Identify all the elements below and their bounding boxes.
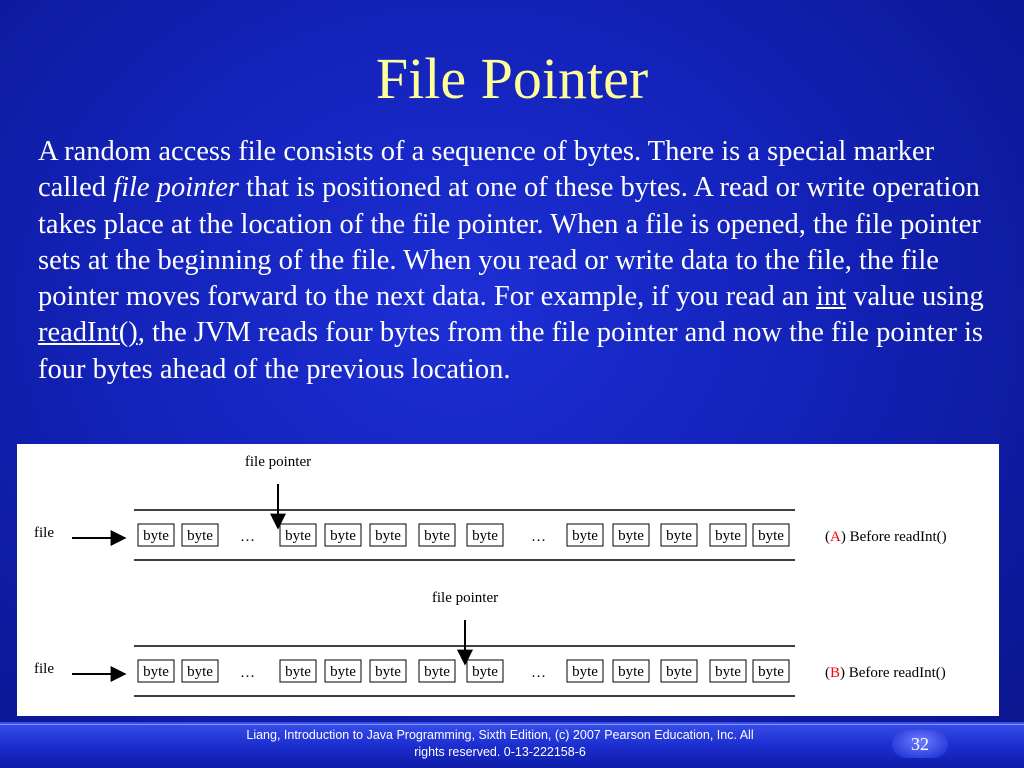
byte-label: byte — [143, 528, 169, 544]
slide-body — [38, 134, 1008, 388]
byte-label: byte — [618, 664, 644, 680]
byte-label: byte — [330, 528, 356, 544]
byte-label: byte — [666, 664, 692, 680]
diagram-caption — [825, 665, 946, 681]
file-pointer-label: file pointer — [431, 590, 499, 606]
body-text-4: , the JVM reads four bytes from the file pointer and now the file pointer is four bytes ahead of the previous location. — [38, 317, 983, 385]
file-pointer-diagram — [17, 444, 999, 716]
byte-label: byte — [143, 664, 169, 680]
byte-label: byte — [375, 528, 401, 544]
file-label: file — [34, 525, 54, 541]
page-number: 32 — [892, 730, 948, 758]
byte-label: byte — [472, 528, 498, 544]
caption-paren: ( — [825, 665, 830, 681]
body-text-3: value using — [846, 281, 984, 313]
byte-label: byte — [715, 664, 741, 680]
caption-letter: A — [830, 529, 841, 545]
body-text-1: A random access file consists of a sequence of bytes. There is a special marker called — [38, 136, 935, 204]
footer-line-1: Liang, Introduction to Java Programming, Sixth Edition, (c) 2007 Pearson Education, Inc. All — [246, 728, 754, 742]
ellipsis: … — [531, 665, 546, 681]
code-int: int — [815, 281, 847, 313]
byte-label: byte — [666, 528, 692, 544]
footer-line-2: rights reserved. 0-13-222158-6 — [414, 745, 586, 759]
byte-label: byte — [715, 528, 741, 544]
footer-divider — [0, 724, 1024, 725]
ellipsis: … — [531, 529, 546, 545]
byte-label: byte — [187, 664, 213, 680]
caption-text: ) Before readInt() — [840, 665, 946, 681]
byte-label: byte — [187, 528, 213, 544]
byte-label: byte — [330, 664, 356, 680]
caption-text: ) Before readInt() — [840, 529, 947, 545]
diagram-caption — [825, 529, 947, 545]
file-pointer-label: file pointer — [244, 454, 312, 470]
body-italic-term: file pointer — [113, 172, 240, 204]
byte-label: byte — [424, 664, 450, 680]
byte-label: byte — [618, 528, 644, 544]
byte-label: byte — [572, 664, 598, 680]
byte-label: byte — [285, 664, 311, 680]
byte-label: byte — [572, 528, 598, 544]
byte-label: byte — [758, 664, 784, 680]
caption-letter: B — [830, 665, 841, 681]
byte-label: byte — [375, 664, 401, 680]
byte-label: byte — [472, 664, 498, 680]
code-readint: readInt() — [38, 317, 138, 349]
byte-label: byte — [285, 528, 311, 544]
body-text-2: that is positioned at one of these bytes. A read or write operation takes place at the location of the file pointer. When a file is opened, the file pointer sets at the beginning of the file. When you read or write data to the file, the file pointer moves forward to the next data. For example, if you read an — [38, 172, 981, 313]
byte-label: byte — [758, 528, 784, 544]
footer-copyright — [205, 727, 795, 761]
byte-label: byte — [424, 528, 450, 544]
diagram-panel — [17, 444, 999, 716]
slide-title: File Pointer — [375, 46, 649, 111]
file-label: file — [34, 661, 54, 677]
ellipsis: … — [240, 665, 255, 681]
caption-paren: ( — [825, 529, 830, 545]
ellipsis: … — [240, 529, 255, 545]
